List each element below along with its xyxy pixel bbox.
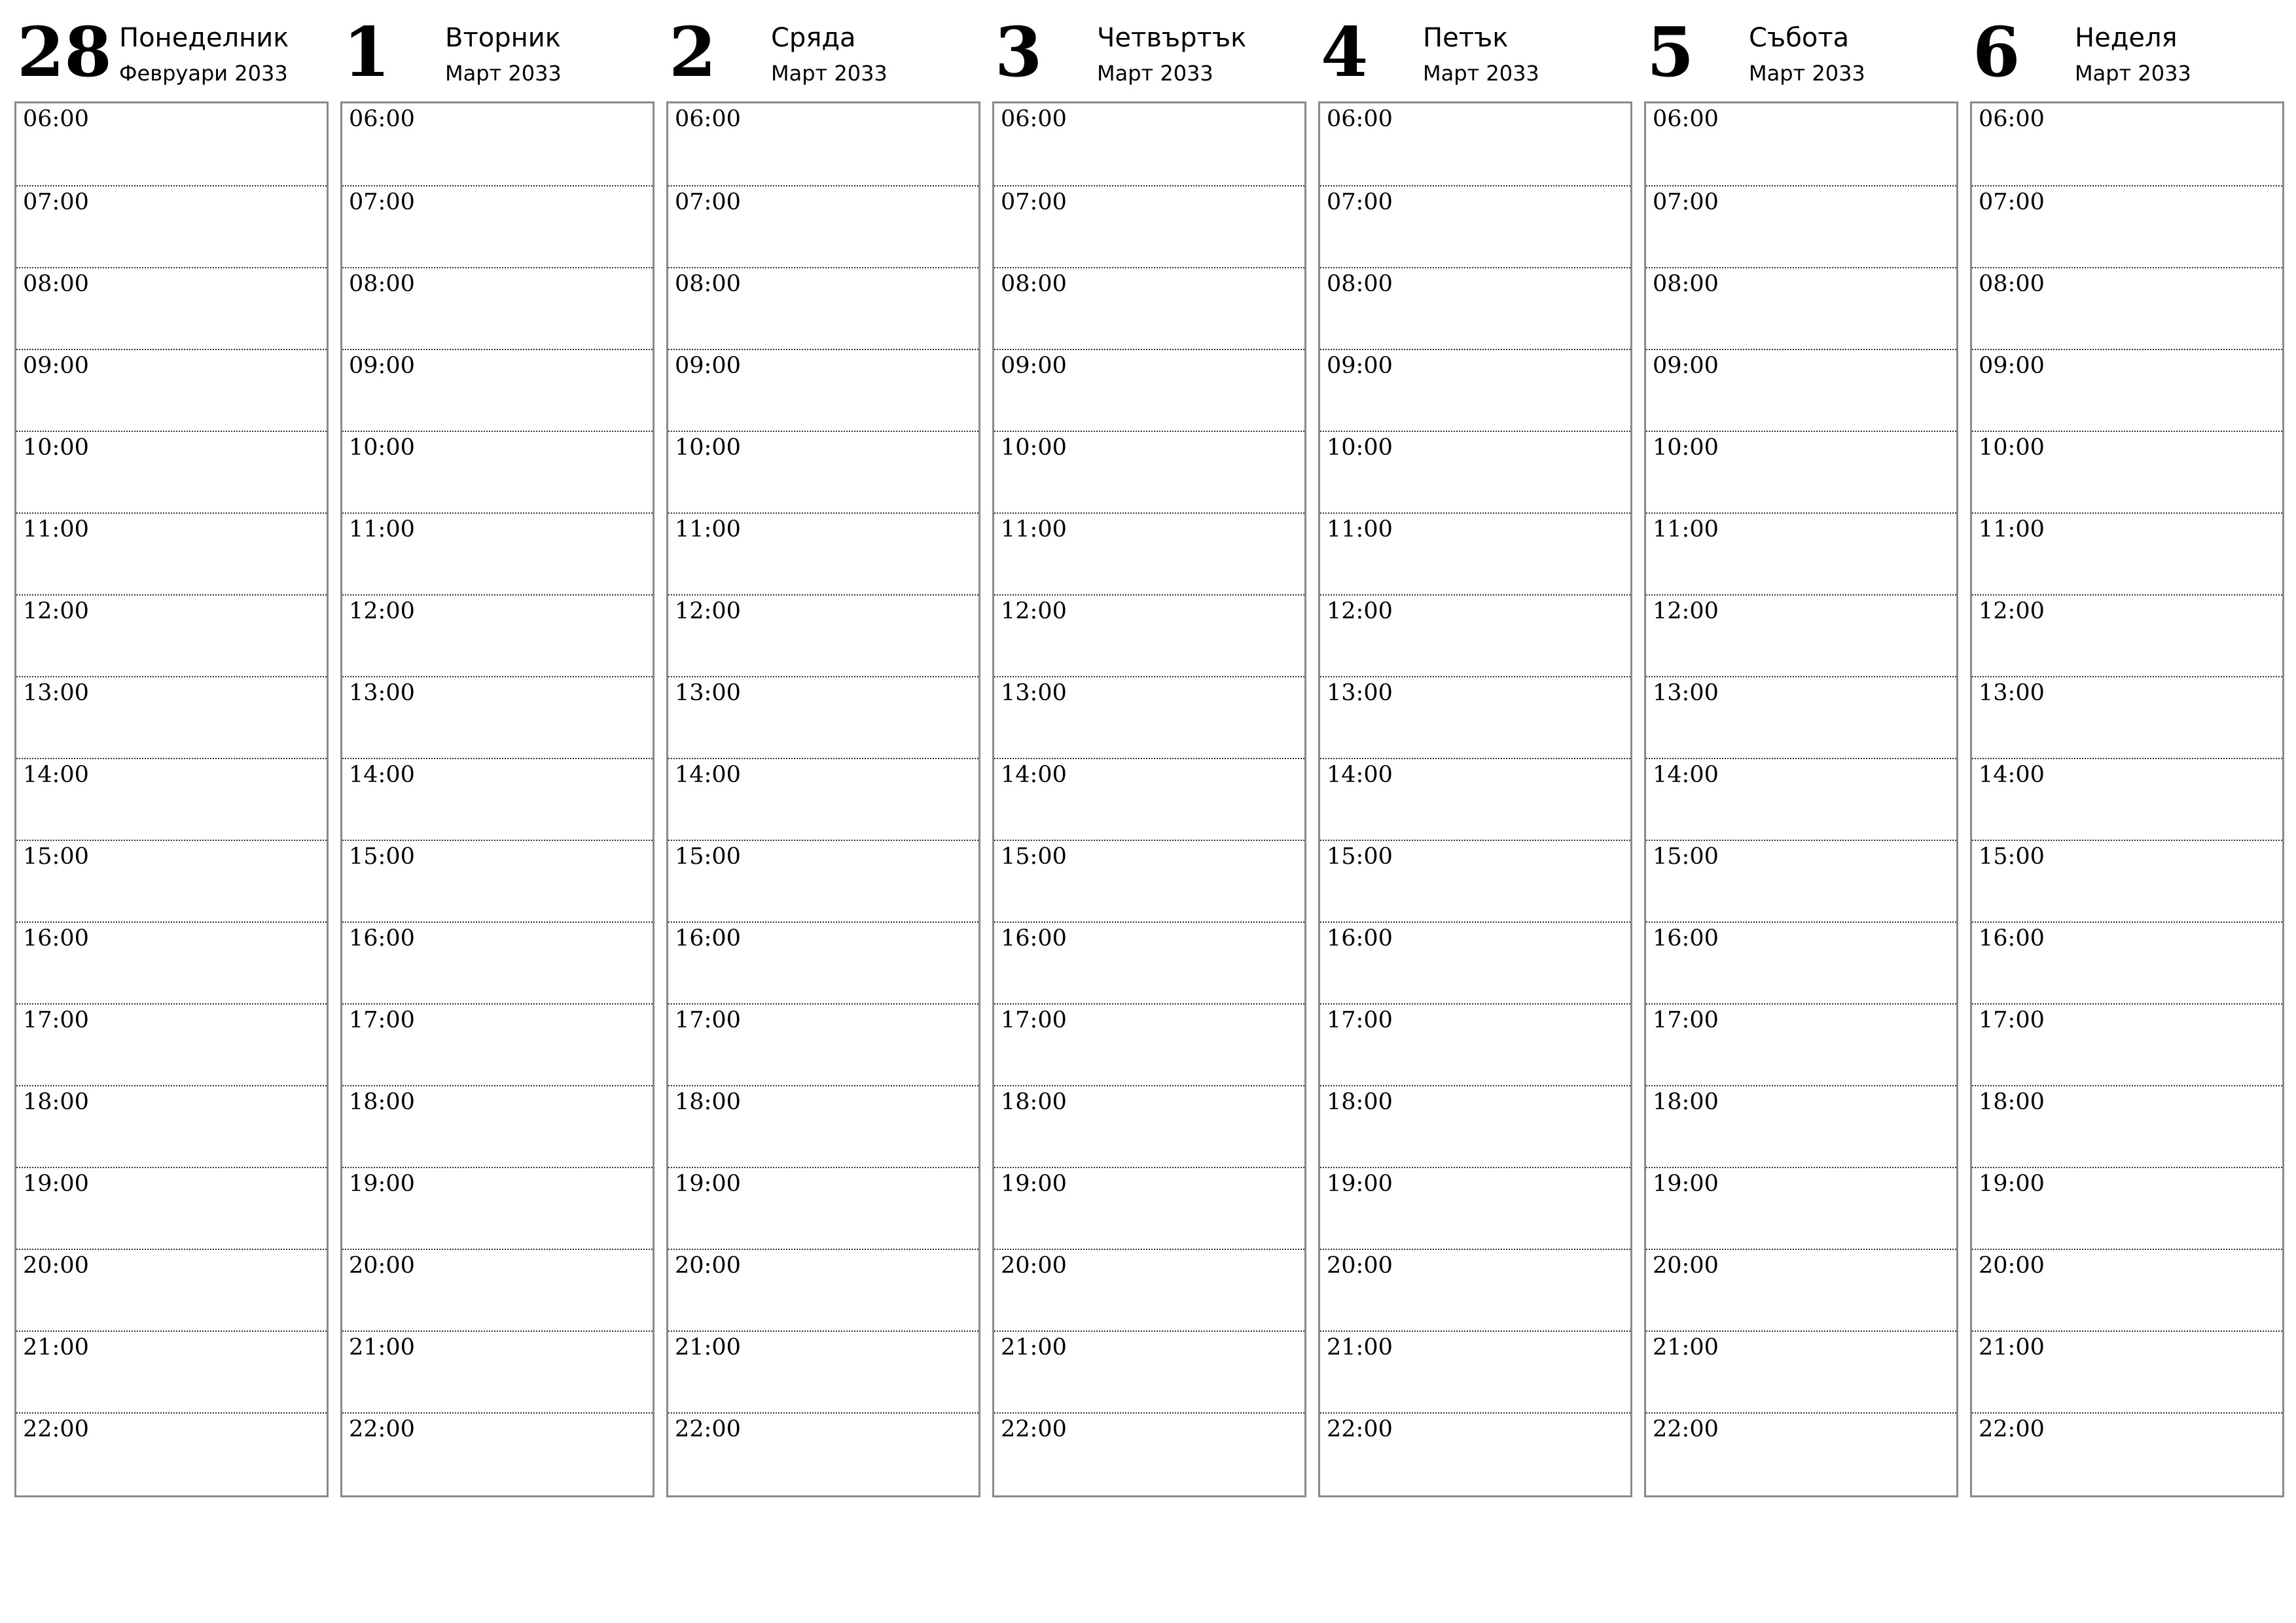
time-label: 08:00 <box>1001 271 1067 297</box>
time-label: 12:00 <box>1979 598 2045 624</box>
time-slot[interactable] <box>1972 1167 2282 1249</box>
time-label: 17:00 <box>1979 1007 2045 1033</box>
time-slot[interactable] <box>994 1167 1304 1249</box>
time-label: 10:00 <box>1653 435 1719 461</box>
time-slot[interactable] <box>1646 1330 1956 1412</box>
time-label: 16:00 <box>1327 925 1393 952</box>
time-slot[interactable] <box>994 1249 1304 1330</box>
time-slot[interactable] <box>342 676 653 758</box>
time-label: 06:00 <box>1653 106 1719 132</box>
time-slot[interactable] <box>1972 676 2282 758</box>
time-slot[interactable] <box>1320 594 1630 676</box>
time-slot[interactable] <box>668 185 978 267</box>
day-number: 2 <box>669 12 717 92</box>
time-slot[interactable] <box>16 1330 327 1412</box>
time-label: 20:00 <box>1001 1253 1067 1279</box>
time-slot[interactable] <box>1972 103 2282 185</box>
weekday-name: Четвъртък <box>1097 23 1247 53</box>
day-column-monday <box>14 0 327 1497</box>
time-label: 21:00 <box>23 1334 89 1361</box>
time-label: 22:00 <box>23 1416 89 1442</box>
time-slot[interactable] <box>1972 1330 2282 1412</box>
day-header <box>992 0 1305 98</box>
day-schedule-box <box>340 101 655 1497</box>
time-slot[interactable] <box>668 512 978 594</box>
time-slot[interactable] <box>1320 267 1630 349</box>
time-label: 07:00 <box>675 189 741 215</box>
time-slot[interactable] <box>1972 758 2282 840</box>
day-column-friday <box>1318 0 1631 1497</box>
time-label: 12:00 <box>23 598 89 624</box>
time-slot[interactable] <box>1320 1003 1630 1085</box>
time-slot[interactable] <box>16 103 327 185</box>
time-label: 11:00 <box>1653 516 1719 543</box>
day-schedule-box <box>1318 101 1632 1497</box>
time-slot[interactable] <box>16 758 327 840</box>
month-year: Февруари 2033 <box>119 61 288 86</box>
day-column-tuesday <box>340 0 653 1497</box>
time-label: 19:00 <box>1979 1171 2045 1197</box>
day-schedule-box <box>1644 101 1958 1497</box>
time-label: 22:00 <box>1327 1416 1393 1442</box>
time-slot[interactable] <box>342 185 653 267</box>
time-slot[interactable] <box>1320 1330 1630 1412</box>
day-header <box>666 0 979 98</box>
time-label: 13:00 <box>675 680 741 706</box>
time-slot[interactable] <box>16 1412 327 1494</box>
time-label: 09:00 <box>1979 353 2045 379</box>
time-label: 19:00 <box>1001 1171 1067 1197</box>
time-slot[interactable] <box>1646 185 1956 267</box>
time-slot[interactable] <box>342 1412 653 1494</box>
time-label: 07:00 <box>1001 189 1067 215</box>
time-label: 20:00 <box>23 1253 89 1279</box>
day-column-thursday <box>992 0 1305 1497</box>
time-slot[interactable] <box>994 840 1304 921</box>
time-label: 12:00 <box>1327 598 1393 624</box>
time-label: 09:00 <box>1653 353 1719 379</box>
time-label: 11:00 <box>1001 516 1067 543</box>
month-year: Март 2033 <box>1749 61 1865 86</box>
time-label: 09:00 <box>349 353 415 379</box>
time-slot[interactable] <box>1320 1249 1630 1330</box>
time-label: 21:00 <box>1001 1334 1067 1361</box>
time-label: 21:00 <box>675 1334 741 1361</box>
time-label: 08:00 <box>1653 271 1719 297</box>
time-slot[interactable] <box>342 1003 653 1085</box>
time-slot[interactable] <box>1646 349 1956 431</box>
time-label: 09:00 <box>23 353 89 379</box>
time-slot[interactable] <box>16 840 327 921</box>
time-slot[interactable] <box>342 594 653 676</box>
time-slot[interactable] <box>1972 512 2282 594</box>
day-header <box>14 0 327 98</box>
time-label: 19:00 <box>23 1171 89 1197</box>
time-slot[interactable] <box>1320 103 1630 185</box>
time-slot[interactable] <box>1320 431 1630 512</box>
time-label: 19:00 <box>1327 1171 1393 1197</box>
time-label: 17:00 <box>23 1007 89 1033</box>
time-slot[interactable] <box>342 1085 653 1167</box>
time-label: 17:00 <box>675 1007 741 1033</box>
day-header <box>1970 0 2283 98</box>
time-slot[interactable] <box>16 431 327 512</box>
time-slot[interactable] <box>668 267 978 349</box>
time-slot[interactable] <box>16 594 327 676</box>
time-slot[interactable] <box>1646 1003 1956 1085</box>
time-label: 06:00 <box>1327 106 1393 132</box>
time-label: 13:00 <box>23 680 89 706</box>
time-slot[interactable] <box>668 758 978 840</box>
time-label: 14:00 <box>1653 762 1719 788</box>
time-label: 14:00 <box>1001 762 1067 788</box>
time-label: 15:00 <box>675 844 741 870</box>
time-label: 18:00 <box>349 1089 415 1115</box>
time-slot[interactable] <box>1972 1412 2282 1494</box>
time-label: 12:00 <box>675 598 741 624</box>
time-slot[interactable] <box>994 349 1304 431</box>
time-slot[interactable] <box>16 512 327 594</box>
time-slot[interactable] <box>16 1249 327 1330</box>
time-slot[interactable] <box>342 1167 653 1249</box>
time-slot[interactable] <box>668 1330 978 1412</box>
time-label: 08:00 <box>349 271 415 297</box>
time-label: 12:00 <box>1001 598 1067 624</box>
time-label: 21:00 <box>349 1334 415 1361</box>
time-slot[interactable] <box>994 1330 1304 1412</box>
time-slot[interactable] <box>1972 431 2282 512</box>
time-slot[interactable] <box>1972 1085 2282 1167</box>
time-label: 17:00 <box>349 1007 415 1033</box>
time-label: 16:00 <box>1001 925 1067 952</box>
time-slot[interactable] <box>1646 1249 1956 1330</box>
time-label: 10:00 <box>1001 435 1067 461</box>
time-slot[interactable] <box>16 1003 327 1085</box>
day-column-saturday <box>1644 0 1957 1497</box>
day-number: 28 <box>17 12 112 92</box>
time-slot[interactable] <box>1646 431 1956 512</box>
time-slot[interactable] <box>1646 1085 1956 1167</box>
time-slot[interactable] <box>1320 758 1630 840</box>
time-slot[interactable] <box>1646 758 1956 840</box>
time-label: 11:00 <box>675 516 741 543</box>
time-slot[interactable] <box>1646 267 1956 349</box>
time-label: 11:00 <box>23 516 89 543</box>
time-slot[interactable] <box>994 431 1304 512</box>
time-label: 12:00 <box>1653 598 1719 624</box>
time-slot[interactable] <box>1972 840 2282 921</box>
time-label: 15:00 <box>1979 844 2045 870</box>
time-slot[interactable] <box>668 840 978 921</box>
time-label: 19:00 <box>675 1171 741 1197</box>
time-slot[interactable] <box>668 349 978 431</box>
month-year: Март 2033 <box>1423 61 1539 86</box>
day-number: 4 <box>1321 12 1369 92</box>
time-label: 17:00 <box>1653 1007 1719 1033</box>
time-slot[interactable] <box>1320 185 1630 267</box>
time-label: 13:00 <box>349 680 415 706</box>
time-slot[interactable] <box>668 594 978 676</box>
time-label: 21:00 <box>1653 1334 1719 1361</box>
time-slot[interactable] <box>16 921 327 1003</box>
time-slot[interactable] <box>1972 594 2282 676</box>
time-slot[interactable] <box>994 594 1304 676</box>
time-label: 18:00 <box>675 1089 741 1115</box>
time-slot[interactable] <box>668 1003 978 1085</box>
day-schedule-box <box>14 101 329 1497</box>
time-slot[interactable] <box>1972 1003 2282 1085</box>
time-slot[interactable] <box>994 1085 1304 1167</box>
time-label: 09:00 <box>675 353 741 379</box>
time-slot[interactable] <box>342 512 653 594</box>
time-slot[interactable] <box>994 1003 1304 1085</box>
time-label: 22:00 <box>1979 1416 2045 1442</box>
time-slot[interactable] <box>342 1330 653 1412</box>
time-slot[interactable] <box>1646 103 1956 185</box>
time-label: 14:00 <box>675 762 741 788</box>
time-label: 15:00 <box>349 844 415 870</box>
time-label: 10:00 <box>675 435 741 461</box>
time-label: 08:00 <box>23 271 89 297</box>
time-slot[interactable] <box>1646 1412 1956 1494</box>
time-slot[interactable] <box>1646 512 1956 594</box>
time-slot[interactable] <box>1972 349 2282 431</box>
time-slot[interactable] <box>994 103 1304 185</box>
time-slot[interactable] <box>994 1412 1304 1494</box>
time-slot[interactable] <box>16 1167 327 1249</box>
weekday-name: Вторник <box>445 23 561 53</box>
time-label: 15:00 <box>1327 844 1393 870</box>
time-slot[interactable] <box>1320 840 1630 921</box>
time-slot[interactable] <box>1320 1085 1630 1167</box>
time-label: 20:00 <box>1979 1253 2045 1279</box>
time-label: 07:00 <box>23 189 89 215</box>
time-label: 14:00 <box>1979 762 2045 788</box>
time-label: 18:00 <box>1001 1089 1067 1115</box>
day-column-wednesday <box>666 0 979 1497</box>
time-label: 19:00 <box>1653 1171 1719 1197</box>
time-label: 09:00 <box>1001 353 1067 379</box>
time-slot[interactable] <box>1972 185 2282 267</box>
time-label: 13:00 <box>1653 680 1719 706</box>
time-label: 15:00 <box>1001 844 1067 870</box>
time-label: 11:00 <box>349 516 415 543</box>
time-slot[interactable] <box>1320 1167 1630 1249</box>
time-label: 20:00 <box>349 1253 415 1279</box>
time-slot[interactable] <box>668 921 978 1003</box>
time-label: 13:00 <box>1327 680 1393 706</box>
time-slot[interactable] <box>342 758 653 840</box>
time-label: 18:00 <box>1327 1089 1393 1115</box>
time-label: 20:00 <box>675 1253 741 1279</box>
time-slot[interactable] <box>668 1249 978 1330</box>
time-slot[interactable] <box>994 676 1304 758</box>
time-label: 16:00 <box>675 925 741 952</box>
time-slot[interactable] <box>342 103 653 185</box>
time-slot[interactable] <box>342 1249 653 1330</box>
time-label: 13:00 <box>1001 680 1067 706</box>
time-label: 16:00 <box>1979 925 2045 952</box>
time-label: 10:00 <box>1979 435 2045 461</box>
day-schedule-box <box>1970 101 2284 1497</box>
time-label: 06:00 <box>1001 106 1067 132</box>
time-label: 06:00 <box>1979 106 2045 132</box>
time-label: 19:00 <box>349 1171 415 1197</box>
time-slot[interactable] <box>994 512 1304 594</box>
month-year: Март 2033 <box>771 61 888 86</box>
time-label: 14:00 <box>349 762 415 788</box>
time-slot[interactable] <box>1646 840 1956 921</box>
day-header <box>1644 0 1957 98</box>
time-slot[interactable] <box>342 840 653 921</box>
weekday-name: Понеделник <box>119 23 289 53</box>
time-label: 11:00 <box>1979 516 2045 543</box>
time-label: 18:00 <box>1979 1089 2045 1115</box>
month-year: Март 2033 <box>445 61 562 86</box>
time-slot[interactable] <box>668 676 978 758</box>
time-label: 20:00 <box>1653 1253 1719 1279</box>
time-label: 08:00 <box>1327 271 1393 297</box>
month-year: Март 2033 <box>1097 61 1213 86</box>
time-label: 22:00 <box>1001 1416 1067 1442</box>
time-label: 13:00 <box>1979 680 2045 706</box>
time-label: 15:00 <box>1653 844 1719 870</box>
time-label: 10:00 <box>1327 435 1393 461</box>
time-slot[interactable] <box>16 267 327 349</box>
time-label: 16:00 <box>1653 925 1719 952</box>
time-slot[interactable] <box>1646 1167 1956 1249</box>
time-slot[interactable] <box>16 1085 327 1167</box>
day-schedule-box <box>666 101 980 1497</box>
time-slot[interactable] <box>1972 267 2282 349</box>
time-label: 06:00 <box>349 106 415 132</box>
time-slot[interactable] <box>1646 921 1956 1003</box>
time-slot[interactable] <box>994 758 1304 840</box>
time-slot[interactable] <box>16 676 327 758</box>
time-label: 17:00 <box>1001 1007 1067 1033</box>
time-label: 08:00 <box>1979 271 2045 297</box>
time-label: 06:00 <box>675 106 741 132</box>
time-slot[interactable] <box>342 431 653 512</box>
day-schedule-box <box>992 101 1306 1497</box>
day-number: 3 <box>995 12 1043 92</box>
weekday-name: Събота <box>1749 23 1850 53</box>
time-label: 22:00 <box>349 1416 415 1442</box>
time-slot[interactable] <box>1320 1412 1630 1494</box>
time-slot[interactable] <box>994 185 1304 267</box>
time-label: 09:00 <box>1327 353 1393 379</box>
time-label: 10:00 <box>349 435 415 461</box>
time-label: 15:00 <box>23 844 89 870</box>
time-label: 16:00 <box>349 925 415 952</box>
time-slot[interactable] <box>668 431 978 512</box>
time-label: 17:00 <box>1327 1007 1393 1033</box>
day-header <box>340 0 653 98</box>
time-label: 07:00 <box>1327 189 1393 215</box>
month-year: Март 2033 <box>2075 61 2191 86</box>
time-label: 12:00 <box>349 598 415 624</box>
time-slot[interactable] <box>668 1412 978 1494</box>
time-label: 18:00 <box>1653 1089 1719 1115</box>
time-slot[interactable] <box>1320 349 1630 431</box>
time-slot[interactable] <box>342 349 653 431</box>
time-label: 07:00 <box>1979 189 2045 215</box>
time-slot[interactable] <box>342 921 653 1003</box>
time-slot[interactable] <box>1320 921 1630 1003</box>
time-label: 10:00 <box>23 435 89 461</box>
time-slot[interactable] <box>994 267 1304 349</box>
time-slot[interactable] <box>1972 921 2282 1003</box>
time-slot[interactable] <box>16 185 327 267</box>
time-label: 14:00 <box>1327 762 1393 788</box>
weekday-name: Сряда <box>771 23 856 53</box>
time-label: 22:00 <box>675 1416 741 1442</box>
time-slot[interactable] <box>668 1167 978 1249</box>
time-slot[interactable] <box>668 1085 978 1167</box>
day-number: 5 <box>1647 12 1695 92</box>
time-label: 08:00 <box>675 271 741 297</box>
time-slot[interactable] <box>16 349 327 431</box>
time-label: 21:00 <box>1327 1334 1393 1361</box>
time-label: 21:00 <box>1979 1334 2045 1361</box>
time-slot[interactable] <box>1646 594 1956 676</box>
time-label: 07:00 <box>349 189 415 215</box>
time-slot[interactable] <box>668 103 978 185</box>
time-label: 11:00 <box>1327 516 1393 543</box>
day-number: 6 <box>1973 12 2020 92</box>
time-label: 07:00 <box>1653 189 1719 215</box>
weekday-name: Неделя <box>2075 23 2178 53</box>
weekly-planner <box>14 0 2284 1505</box>
time-label: 06:00 <box>23 106 89 132</box>
time-slot[interactable] <box>1646 676 1956 758</box>
time-label: 14:00 <box>23 762 89 788</box>
time-slot[interactable] <box>994 921 1304 1003</box>
time-slot[interactable] <box>342 267 653 349</box>
time-label: 20:00 <box>1327 1253 1393 1279</box>
time-label: 22:00 <box>1653 1416 1719 1442</box>
time-slot[interactable] <box>1320 676 1630 758</box>
day-header <box>1318 0 1631 98</box>
weekday-name: Петък <box>1423 23 1509 53</box>
time-label: 18:00 <box>23 1089 89 1115</box>
day-column-sunday <box>1970 0 2283 1497</box>
time-label: 16:00 <box>23 925 89 952</box>
day-number: 1 <box>343 12 391 92</box>
time-slot[interactable] <box>1972 1249 2282 1330</box>
time-slot[interactable] <box>1320 512 1630 594</box>
